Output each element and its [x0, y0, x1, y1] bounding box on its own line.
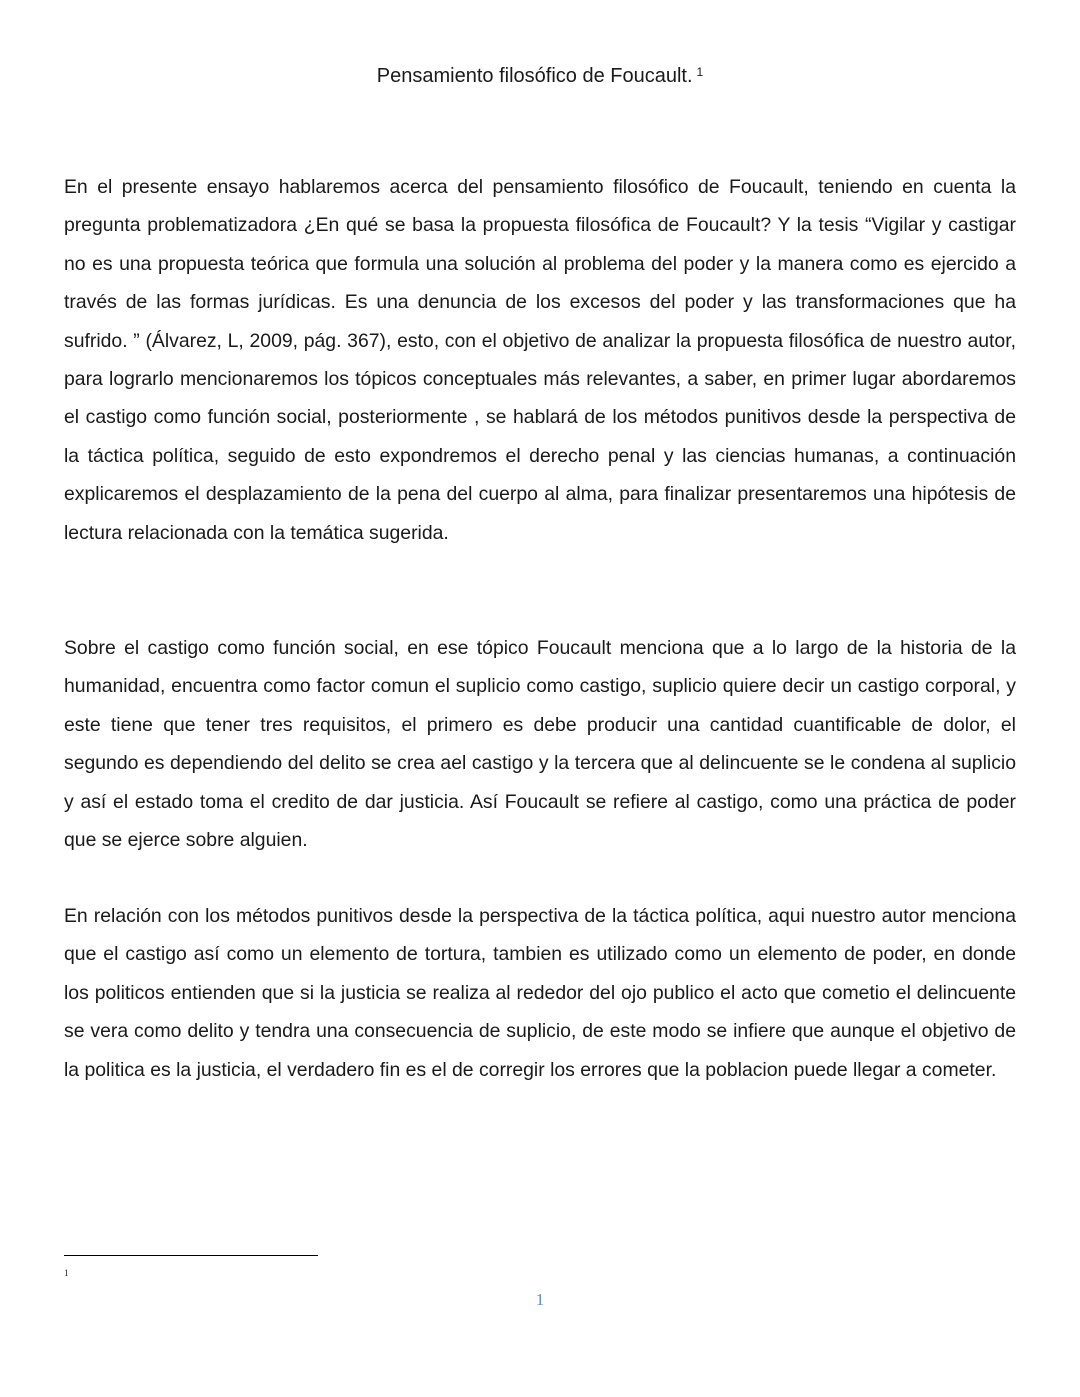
page-number: 1 [535, 1290, 545, 1309]
title-footnote-marker[interactable]: 1 [696, 65, 704, 79]
footnote-separator [64, 1255, 318, 1256]
paragraph-introduction: En el presente ensayo hablaremos acerca del pensamiento filosófico de Foucault, teniendo en cuenta la pregunta problematizadora ¿En qué se basa la propuesta filosófica de Foucault? Y la tesis “Vigilar y castigar no es una propuesta teórica que formula una solución al problema del poder y la manera como es ejercido a través de las formas jurídicas. Es una denuncia de los excesos del poder y las transformaciones que ha sufrido. ” (Álvarez, L, 2009, pág. 367), esto, con el objetivo de analizar la propuesta filosófica de nuestro autor, para lograrlo mencionaremos los tópicos conceptuales más relevantes, a saber, en primer lugar abordaremos el castigo como función social, posteriormente , se hablará de los métodos punitivos desde la perspectiva de la táctica política, seguido de esto expondremos el derecho penal y las ciencias humanas, a continuación explicaremos el desplazamiento de la pena del cuerpo al alma, para finalizar presentaremos una hipótesis de lectura relacionada con la temática sugerida. [64, 176, 1016, 544]
document-title [0, 62, 1080, 90]
paragraph-castigo-funcion-social: Sobre el castigo como función social, en ese tópico Foucault menciona que a lo largo de la historia de la humanidad, encuentra como factor comun el suplicio como castigo, suplicio quiere decir un castigo corporal, y este tiene que tener tres requisitos, el primero es debe producir una cantidad cuantificable de dolor, el segundo es dependiendo del delito se crea ael castigo y la tercera que al delincuente se le condena al suplicio y así el estado toma el credito de dar justicia. Así Foucault se refiere al castigo, como una práctica de poder que se ejerce sobre alguien. [64, 637, 1016, 852]
title-text: Pensamiento filosófico de Foucault. [376, 65, 693, 87]
paragraph-metodos-punitivos: En relación con los métodos punitivos desde la perspectiva de la táctica política, aqui nuestro autor menciona que el castigo así como un elemento de tortura, tambien es utilizado como un elemento de poder, en donde los politicos entienden que si la justicia se realiza al rededor del ojo publico el acto que cometio el delincuente se vera como delito y tendra una consecuencia de suplicio, de este modo se infiere que aunque el objetivo de la politica es la justicia, el verdadero fin es el de corregir los errores que la poblacion puede llegar a cometer. [64, 905, 1016, 1081]
footnote-marker: 1 [64, 1268, 69, 1278]
footnote [64, 1267, 69, 1279]
